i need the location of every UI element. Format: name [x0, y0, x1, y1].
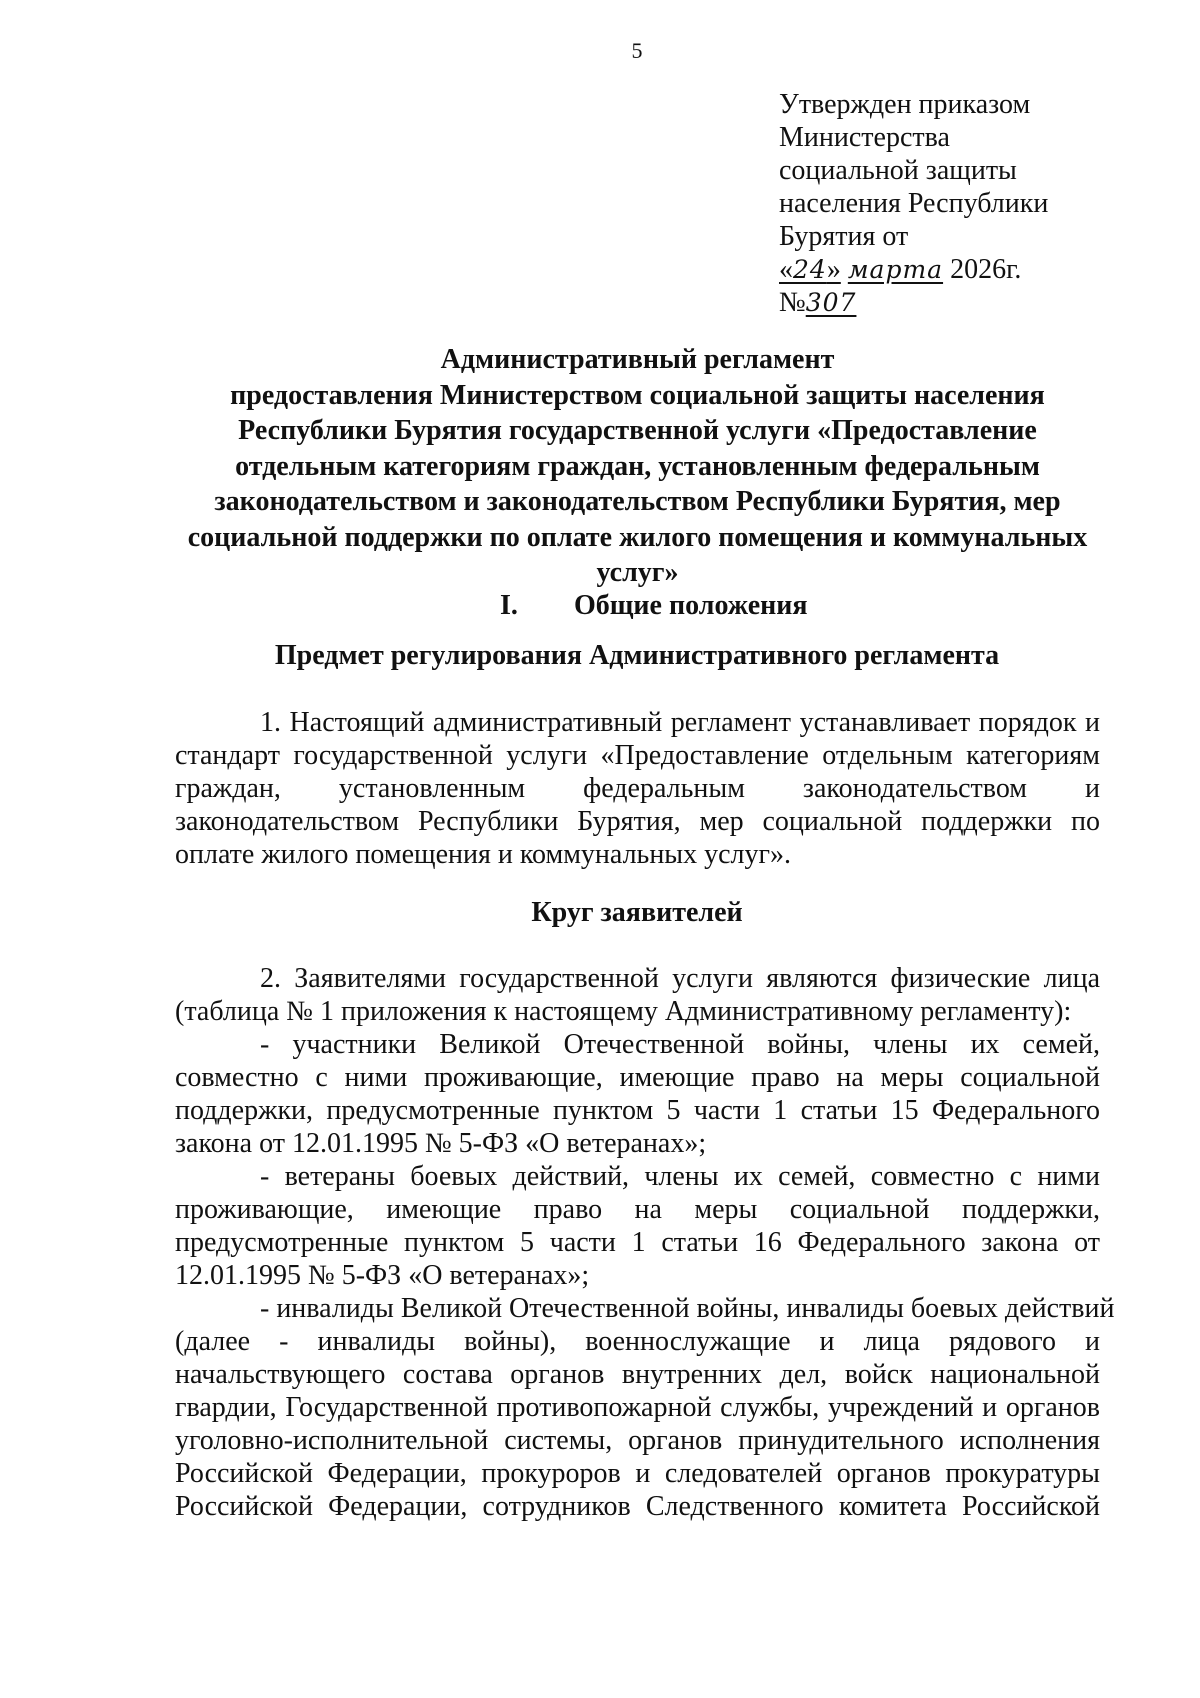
text-line: поддержки, предусмотренные пунктом 5 части 1 статьи 15 Федерального — [175, 1095, 1100, 1126]
text-line: закона от 12.01.1995 № 5-ФЗ «О ветеранах»; — [175, 1128, 707, 1159]
handwritten-number: 307 — [805, 288, 857, 317]
approval-block — [779, 88, 1048, 319]
text-line: 12.01.1995 № 5-ФЗ «О ветеранах»; — [175, 1260, 590, 1291]
section-number: I. — [500, 590, 518, 621]
approval-line: социальной защиты — [779, 155, 1017, 186]
page-number: 5 — [631, 38, 643, 63]
date-open-quote: « — [779, 254, 793, 285]
subheading-subject: Предмет регулирования Административного регламента — [274, 640, 1000, 671]
title-line: услуг» — [596, 557, 679, 588]
text-line: Российской Федерации, прокуроров и следователей органов прокуратуры — [175, 1458, 1100, 1489]
text-line: 2. Заявителями государственной услуги являются физические лица — [260, 963, 1100, 994]
approval-line: населения Республики — [779, 188, 1049, 219]
title-line: Республики Бурятия государственной услуги «Предоставление — [238, 415, 1037, 446]
title-line: отдельным категориям граждан, установленным федеральным — [235, 450, 1040, 482]
approval-line: Утвержден приказом — [779, 89, 1031, 120]
subheading-applicants: Круг заявителей — [531, 897, 743, 928]
text-line: совместно с ними проживающие, имеющие право на меры социальной — [175, 1062, 1100, 1093]
text-line: оплате жилого помещения и коммунальных услуг». — [175, 839, 791, 870]
text-line: 1. Настоящий административный регламент устанавливает порядок и — [260, 707, 1100, 738]
text-line: стандарт государственной услуги «Предоставление отдельным категориям — [175, 740, 1100, 771]
text-line: законодательством Республики Бурятия, мер социальной поддержки по — [175, 806, 1100, 837]
date-close-quote: » — [826, 254, 841, 285]
list-item — [175, 1160, 1100, 1292]
title-line: Административный регламент — [440, 344, 835, 375]
approval-number — [779, 286, 1048, 319]
text-line: (таблица № 1 приложения к настоящему Административному регламенту): — [175, 996, 1072, 1027]
title-line: социальной поддержки по оплате жилого помещения и коммунальных — [187, 521, 1088, 553]
text-line: уголовно-исполнительной системы, органов принудительного исполнения — [175, 1425, 1100, 1456]
text-line: Российской Федерации, сотрудников Следственного комитета Российской — [175, 1491, 1100, 1522]
paragraph-1 — [175, 706, 1100, 871]
list-item — [175, 1028, 1100, 1160]
text-line: предусмотренные пунктом 5 части 1 статьи 16 Федерального закона от — [175, 1227, 1100, 1258]
date-year: 2026г. — [950, 254, 1022, 285]
text-line: (далее - инвалиды войны), военнослужащие и лица рядового и — [175, 1326, 1100, 1357]
text-line: проживающие, имеющие право на меры социальной поддержки, — [175, 1194, 1100, 1225]
list-item — [175, 1292, 1115, 1523]
text-line: граждан, установленным федеральным законодательством и — [175, 773, 1100, 804]
handwritten-day: 24 — [793, 255, 827, 284]
title-line: законодательством и законодательством Республики Бурятия, мер — [214, 486, 1061, 517]
number-label: № — [779, 287, 806, 318]
text-line: начальствующего состава органов внутренних дел, войск национальной — [175, 1359, 1100, 1390]
approval-line: Министерства — [779, 122, 950, 153]
paragraph-2 — [175, 962, 1100, 1028]
document-title — [185, 342, 1090, 591]
text-line: - участники Великой Отечественной войны, члены их семей, — [260, 1029, 1100, 1060]
text-line: - ветераны боевых действий, члены их семей, совместно с ними — [260, 1161, 1100, 1192]
title-line: предоставления Министерством социальной защиты населения — [230, 379, 1045, 411]
approval-line: Бурятия от — [779, 221, 909, 252]
handwritten-month: марта — [847, 255, 944, 284]
approval-date — [779, 253, 1048, 286]
text-line: гвардии, Государственной противопожарной службы, учреждений и органов — [175, 1392, 1100, 1423]
text-line: - инвалиды Великой Отечественной войны, инвалиды боевых действий — [260, 1293, 1115, 1324]
section-title: Общие положения — [574, 590, 808, 621]
